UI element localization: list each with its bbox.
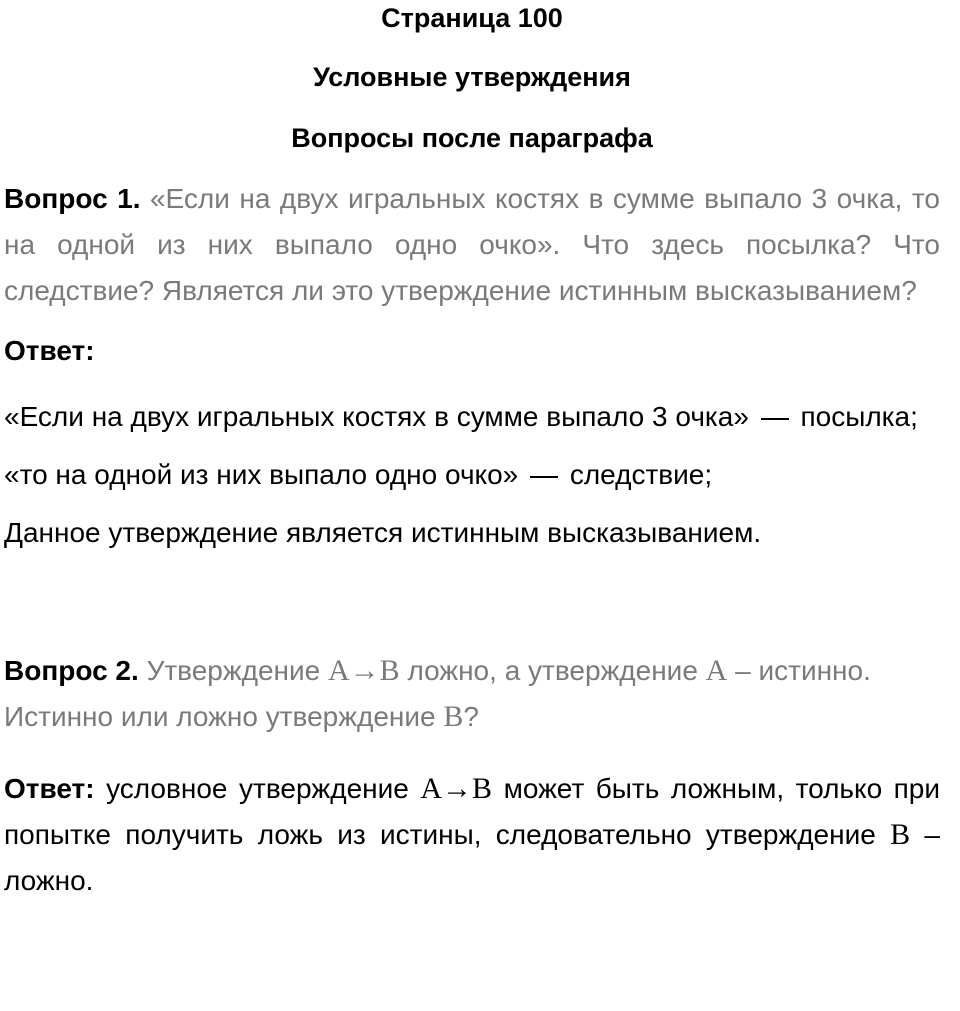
answer-2-part2: может быть ложным, только при попытке получить ложь из истины, следовательно утверждение (4, 773, 941, 850)
question-2-var-b: B (443, 700, 464, 733)
question-1 (4, 176, 940, 314)
answer-2 (4, 766, 940, 904)
answer-1-consequence-suffix: следствие; (569, 459, 713, 490)
answer-2-part3: – ложно. (4, 819, 940, 896)
answer-2-part1: условное утверждение (106, 773, 409, 804)
answer-2-var-b: B (890, 818, 911, 851)
answer-2-label: Ответ: (4, 773, 95, 804)
em-dash (530, 476, 558, 478)
question-1-text: «Если на двух игральных костях в сумме выпало 3 очка, то на одной из них выпало одно очко». Что здесь посылка? Что следствие? Является ли это утверждение истинным высказыванием? (4, 183, 940, 306)
question-2-expr: A→B (327, 654, 400, 687)
answer-1-label: Ответ: (4, 335, 95, 366)
answer-1-premise (4, 394, 940, 440)
answer-1-premise-suffix: посылка; (800, 401, 918, 432)
question-2-var-a: A (705, 654, 728, 687)
answer-1-consequence (4, 452, 940, 498)
question-2 (4, 648, 940, 740)
answer-1-label-line (4, 328, 940, 374)
section-title: Условные утверждения (313, 62, 631, 92)
question-2-part1: Утверждение (146, 655, 321, 686)
question-1-label: Вопрос 1. (4, 183, 141, 214)
em-dash (761, 418, 789, 420)
answer-1-consequence-text: «то на одной из них выпало одно очко» (4, 459, 519, 490)
subsection-title: Вопросы после параграфа (291, 123, 653, 153)
answer-1-premise-text: «Если на двух игральных костях в сумме выпало 3 очка» (4, 401, 749, 432)
page-title: Страница 100 (381, 3, 563, 33)
question-2-part2: ложно, а утверждение (407, 655, 698, 686)
answer-2-expr: A→B (420, 772, 493, 805)
answer-1-conclusion: Данное утверждение является истинным высказыванием. (4, 517, 762, 548)
question-2-part4: ? (463, 701, 479, 732)
question-2-part3: – истинно. Истинно или ложно утверждение (4, 655, 871, 732)
question-2-label: Вопрос 2. (4, 655, 139, 686)
